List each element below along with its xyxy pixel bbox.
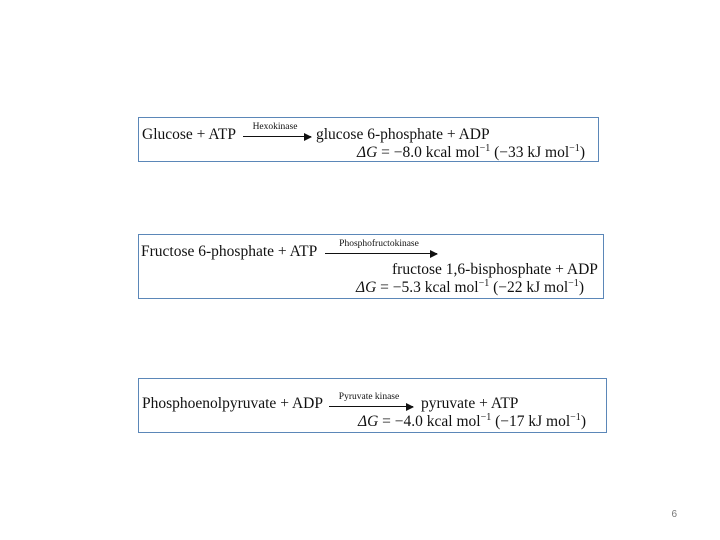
reaction-arrow-icon [243,136,311,137]
delta-g-line: ΔG = −4.0 kcal mol$^{-1}$ (−17 kJ mol$^{-1}$) [358,412,586,430]
reaction-arrow-icon [325,253,437,254]
unit-exponent: −1 [480,412,492,423]
delta-g-symbol: ΔG [356,279,377,296]
enzyme-label: Phosphofructokinase [339,239,419,249]
unit-exponent: −1 [570,412,581,423]
product-text: glucose 6-phosphate + ADP [316,126,490,143]
delta-g-kcal: = −4.0 kcal mol [382,413,481,430]
unit-exponent: −1 [569,143,580,154]
unit-exponent: −1 [478,278,490,289]
delta-g-kcal: = −8.0 kcal mol [381,144,480,161]
equation-box-hexokinase [138,117,599,162]
delta-g-kj: (−33 kJ mol [494,144,570,161]
product-text: fructose 1,6-bisphosphate + ADP [392,261,598,278]
enzyme-label: Pyruvate kinase [338,392,400,402]
delta-g-kj: (−22 kJ mol [493,279,569,296]
unit-exponent: −1 [568,278,579,289]
substrate-text: Glucose + ATP [142,126,236,143]
equation-box-pyruvate-kinase [138,378,607,433]
enzyme-label: Hexokinase [252,122,298,132]
product-text: pyruvate + ATP [421,395,519,412]
substrate-text: Fructose 6-phosphate + ATP [141,243,318,260]
substrate-text: Phosphoenolpyruvate + ADP [142,395,323,412]
delta-g-kj: (−17 kJ mol [495,413,571,430]
delta-g-line: ΔG = −8.0 kcal mol$^{-1}$ (−33 kJ mol$^{-1}$) [357,143,585,161]
equation-box-phosphofructokinase [138,234,604,299]
delta-g-symbol: ΔG [358,413,379,430]
reaction-arrow-icon [329,406,413,407]
delta-g-line: ΔG = −5.3 kcal mol$^{-1}$ (−22 kJ mol$^{-1}$) [356,278,584,296]
page-number: 6 [671,509,677,520]
delta-g-symbol: ΔG [357,144,378,161]
delta-g-kcal: = −5.3 kcal mol [380,279,479,296]
unit-exponent: −1 [479,143,491,154]
